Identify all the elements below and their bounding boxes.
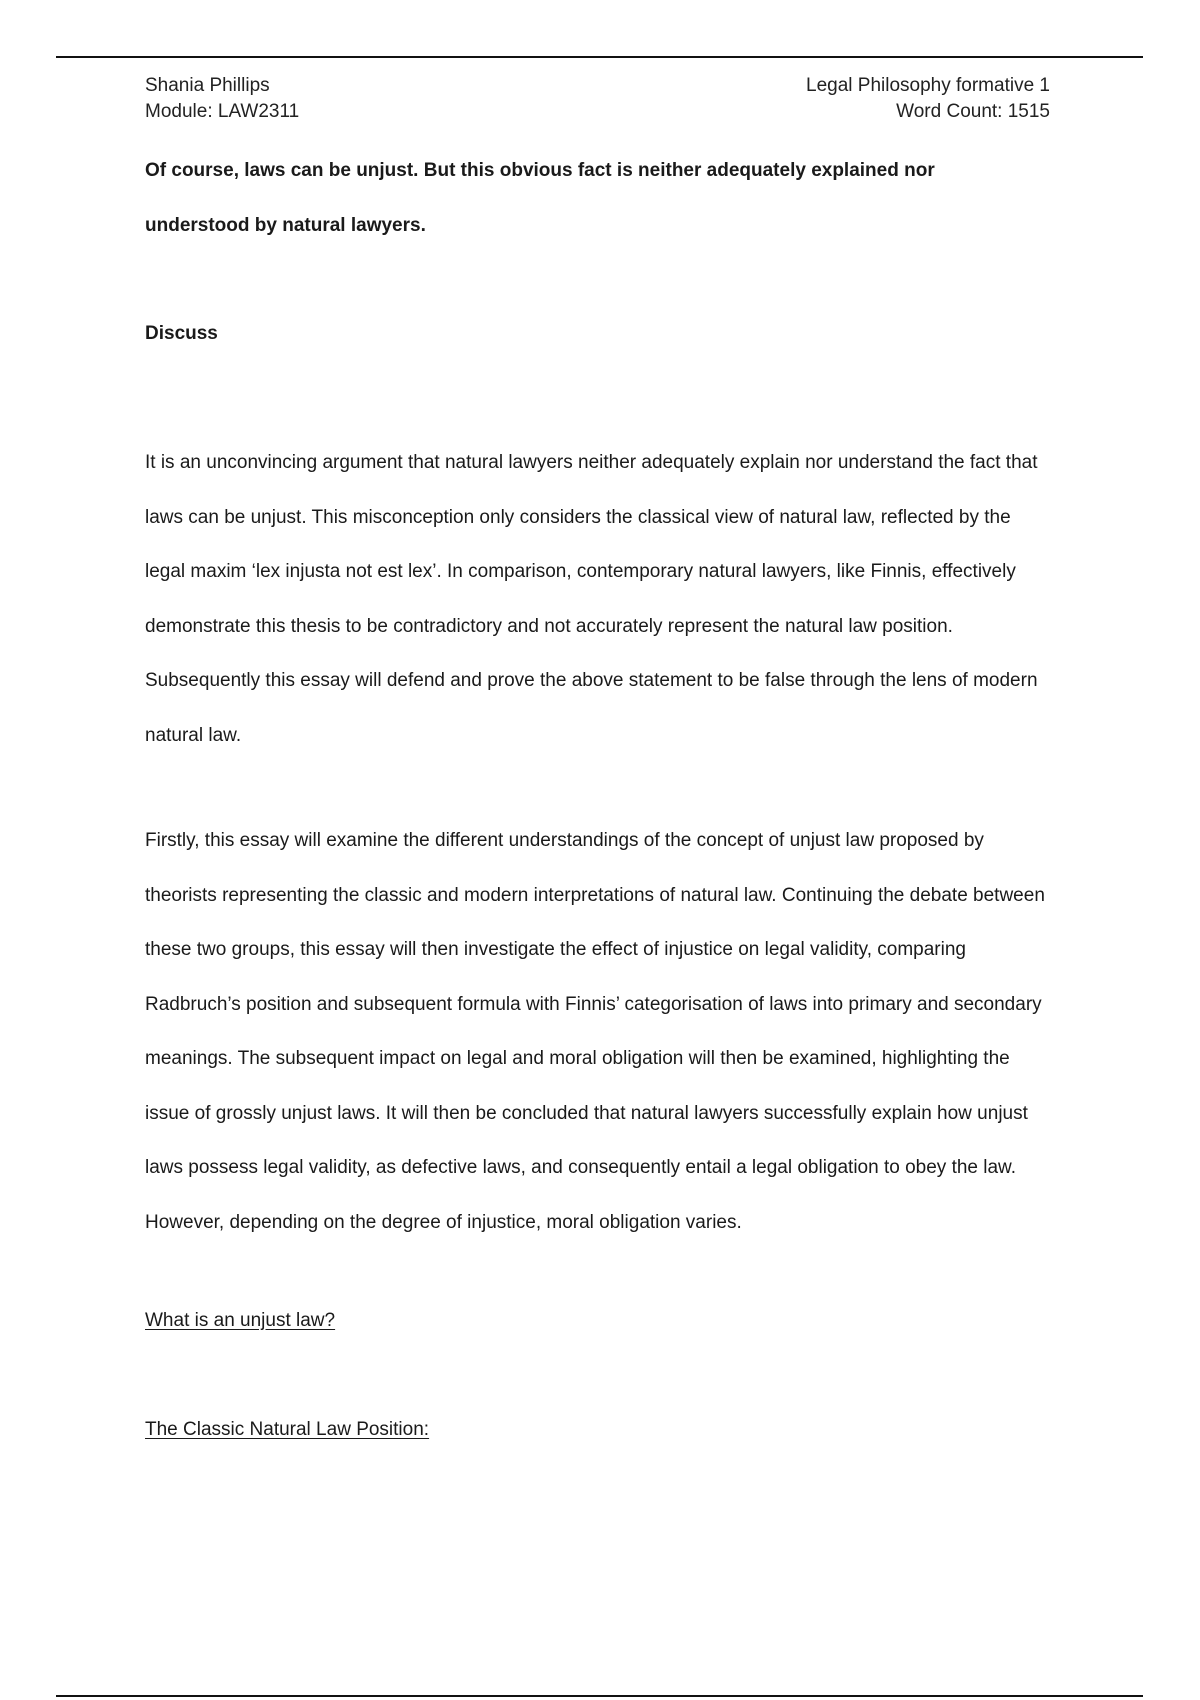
module-code: Module: LAW2311 [145,101,300,122]
header-left [145,73,299,125]
document-header [145,73,1050,125]
document-page [145,73,1050,1443]
introduction-paragraph: It is an unconvincing argument that natural lawyers neither adequately explain nor understand the fact that laws can be unjust. This misconception only considers the classical view of natural law, reflected by the legal maxim ‘lex injusta not est lex’. In comparison, contemporary natural lawyers, like Finnis, effectively demonstrate this thesis to be contradictory and not accurately represent the natural law position. Subsequently this essay will defend and prove the above statement to be false through the lens of modern natural law. [145,452,1038,746]
essay-question [145,143,1050,253]
top-rule [56,56,1143,58]
header-right [806,73,1050,125]
question-line: understood by natural lawyers. [145,215,426,236]
question-line: Of course, laws can be unjust. But this obvious fact is neither adequately explained nor [145,160,935,181]
word-count: Word Count: 1515 [896,101,1050,122]
document-title: Legal Philosophy formative 1 [806,75,1050,96]
section-heading: What is an unjust law? [145,1310,336,1331]
subsection-heading: The Classic Natural Law Position: [145,1419,430,1440]
bottom-rule [56,1695,1143,1697]
discuss-instruction: Discuss [145,323,218,344]
author-name: Shania Phillips [145,75,270,96]
outline-paragraph: Firstly, this essay will examine the different understandings of the concept of unjust law proposed by theorists representing the classic and modern interpretations of natural law. Continuing the debate between these two groups, this essay will then investigate the effect of injustice on legal validity, comparing Radbruch’s position and subsequent formula with Finnis’ categorisation of laws into primary and secondary meanings. The subsequent impact on legal and moral obligation will then be examined, highlighting the issue of grossly unjust laws. It will then be concluded that natural lawyers successfully explain how unjust laws possess legal validity, as defective laws, and consequently entail a legal obligation to obey the law. However, depending on the degree of injustice, moral obligation varies. [145,830,1045,1233]
